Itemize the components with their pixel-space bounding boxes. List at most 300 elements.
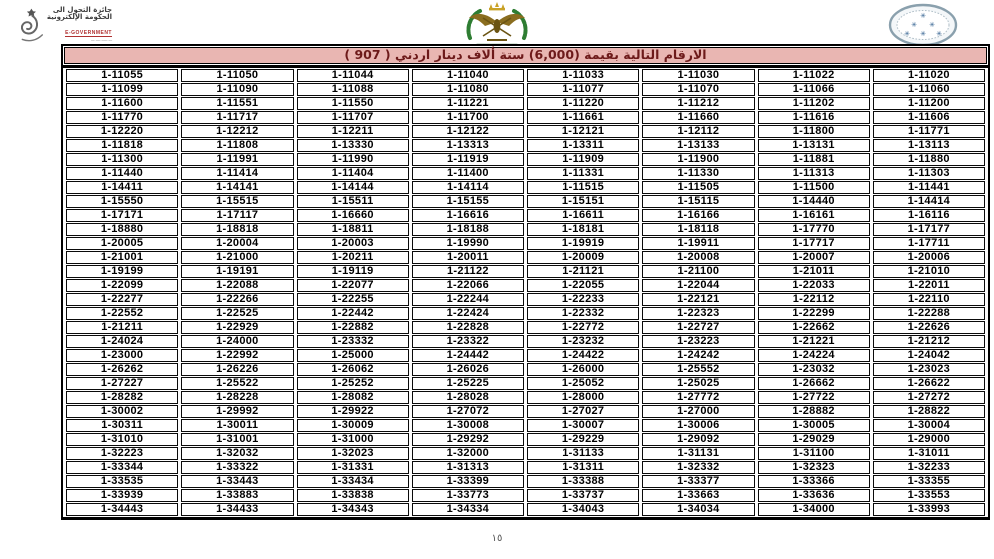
number-cell: 1-12122: [412, 125, 524, 138]
number-cell: 1-32032: [181, 447, 293, 460]
number-cell: 1-21122: [412, 265, 524, 278]
number-cell: 1-19199: [66, 265, 178, 278]
number-cell: 1-33883: [181, 489, 293, 502]
number-cell: 1-11020: [873, 69, 985, 82]
number-cell: 1-28028: [412, 391, 524, 404]
number-cell: 1-21011: [758, 265, 870, 278]
number-cell: 1-17177: [873, 223, 985, 236]
number-cell: 1-32332: [642, 461, 754, 474]
number-cell: 1-11700: [412, 111, 524, 124]
number-cell: 1-28000: [527, 391, 639, 404]
number-cell: 1-28282: [66, 391, 178, 404]
table-row: [66, 153, 985, 166]
number-cell: 1-11414: [181, 167, 293, 180]
number-cell: 1-22442: [297, 307, 409, 320]
number-cell: 1-17711: [873, 237, 985, 250]
number-cell: 1-19191: [181, 265, 293, 278]
number-cell: 1-15550: [66, 195, 178, 208]
number-cell: 1-11044: [297, 69, 409, 82]
number-cell: 1-11313: [758, 167, 870, 180]
table-row: [66, 433, 985, 446]
number-cell: 1-33636: [758, 489, 870, 502]
number-cell: 1-33737: [527, 489, 639, 502]
number-cell: 1-29992: [181, 405, 293, 418]
number-cell: 1-25000: [297, 349, 409, 362]
number-cell: 1-20011: [412, 251, 524, 264]
table-row: [66, 265, 985, 278]
table-row: [66, 237, 985, 250]
number-cell: 1-11040: [412, 69, 524, 82]
number-cell: 1-13113: [873, 139, 985, 152]
number-cell: 1-24422: [527, 349, 639, 362]
number-cell: 1-22882: [297, 321, 409, 334]
number-cell: 1-14440: [758, 195, 870, 208]
number-cell: 1-22992: [181, 349, 293, 362]
number-cell: 1-22266: [181, 293, 293, 306]
table-row: [66, 209, 985, 222]
number-cell: 1-26622: [873, 377, 985, 390]
number-cell: 1-22244: [412, 293, 524, 306]
table-row: [66, 391, 985, 404]
table-row: [66, 251, 985, 264]
number-cell: 1-20009: [527, 251, 639, 264]
number-cell: 1-11500: [758, 181, 870, 194]
number-cell: 1-11515: [527, 181, 639, 194]
number-cell: 1-11404: [297, 167, 409, 180]
number-cell: 1-18188: [412, 223, 524, 236]
number-cell: 1-28082: [297, 391, 409, 404]
number-cell: 1-18181: [527, 223, 639, 236]
number-cell: 1-33939: [66, 489, 178, 502]
award-line-2: الحكومة الإلكترونية: [46, 13, 112, 22]
number-cell: 1-11616: [758, 111, 870, 124]
number-cell: 1-21000: [181, 251, 293, 264]
award-text-block: [47, 1, 112, 43]
table-row: [66, 125, 985, 138]
award-swirl-icon: [16, 1, 47, 47]
number-cell: 1-20005: [66, 237, 178, 250]
number-cell: 1-30006: [642, 419, 754, 432]
number-cell: 1-28882: [758, 405, 870, 418]
number-cell: 1-30004: [873, 419, 985, 432]
number-cell: 1-11221: [412, 97, 524, 110]
table-row: [66, 293, 985, 306]
number-cell: 1-11881: [758, 153, 870, 166]
svg-text:✳: ✳: [920, 12, 926, 20]
number-cell: 1-11771: [873, 125, 985, 138]
number-cell: 1-11099: [66, 83, 178, 96]
number-cell: 1-24000: [181, 335, 293, 348]
number-cell: 1-33535: [66, 475, 178, 488]
number-cell: 1-11800: [758, 125, 870, 138]
number-cell: 1-11551: [181, 97, 293, 110]
numbers-table-body: [66, 69, 985, 516]
number-cell: 1-11212: [642, 97, 754, 110]
number-cell: 1-11900: [642, 153, 754, 166]
number-cell: 1-11080: [412, 83, 524, 96]
number-cell: 1-11088: [297, 83, 409, 96]
number-cell: 1-20003: [297, 237, 409, 250]
number-cell: 1-15115: [642, 195, 754, 208]
number-cell: 1-17770: [758, 223, 870, 236]
number-cell: 1-13330: [297, 139, 409, 152]
page-title: الارقام التالية بقيمة (6,000) ستة ألاف دينار اردني ( 907 ): [344, 47, 707, 63]
number-cell: 1-34343: [297, 503, 409, 516]
number-cell: 1-11303: [873, 167, 985, 180]
number-cell: 1-12211: [297, 125, 409, 138]
number-cell: 1-24024: [66, 335, 178, 348]
number-cell: 1-20006: [873, 251, 985, 264]
number-cell: 1-31011: [873, 447, 985, 460]
number-cell: 1-11707: [297, 111, 409, 124]
number-cell: 1-33355: [873, 475, 985, 488]
number-cell: 1-18818: [181, 223, 293, 236]
number-cell: 1-33399: [412, 475, 524, 488]
number-cell: 1-11660: [642, 111, 754, 124]
results-sheet: [61, 44, 990, 520]
number-cell: 1-11919: [412, 153, 524, 166]
number-cell: 1-23223: [642, 335, 754, 348]
number-cell: 1-32023: [297, 447, 409, 460]
number-cell: 1-31010: [66, 433, 178, 446]
number-cell: 1-29292: [412, 433, 524, 446]
table-row: [66, 503, 985, 516]
number-cell: 1-29092: [642, 433, 754, 446]
number-cell: 1-27072: [412, 405, 524, 418]
table-row: [66, 195, 985, 208]
number-cell: 1-22332: [527, 307, 639, 320]
page-number: ١٥: [491, 533, 503, 544]
number-cell: 1-23032: [758, 363, 870, 376]
number-cell: 1-17717: [758, 237, 870, 250]
number-cell: 1-34000: [758, 503, 870, 516]
number-cell: 1-31000: [297, 433, 409, 446]
number-cell: 1-16166: [642, 209, 754, 222]
number-cell: 1-32223: [66, 447, 178, 460]
number-cell: 1-31001: [181, 433, 293, 446]
number-cell: 1-22424: [412, 307, 524, 320]
table-row: [66, 111, 985, 124]
table-row: [66, 307, 985, 320]
number-cell: 1-11033: [527, 69, 639, 82]
number-cell: 1-23000: [66, 349, 178, 362]
number-cell: 1-23332: [297, 335, 409, 348]
egov-award-logo: [16, 1, 112, 47]
number-cell: 1-11050: [181, 69, 293, 82]
number-cell: 1-31133: [527, 447, 639, 460]
number-cell: 1-22323: [642, 307, 754, 320]
number-cell: 1-22525: [181, 307, 293, 320]
number-cell: 1-33434: [297, 475, 409, 488]
number-cell: 1-33366: [758, 475, 870, 488]
number-cell: 1-33773: [412, 489, 524, 502]
number-cell: 1-21211: [66, 321, 178, 334]
svg-text:✳: ✳: [929, 21, 935, 29]
number-cell: 1-12220: [66, 125, 178, 138]
number-cell: 1-11060: [873, 83, 985, 96]
numbers-grid-frame: [61, 67, 990, 520]
table-row: [66, 363, 985, 376]
number-cell: 1-33344: [66, 461, 178, 474]
number-cell: 1-22929: [181, 321, 293, 334]
number-cell: 1-13133: [642, 139, 754, 152]
number-cell: 1-31100: [758, 447, 870, 460]
number-cell: 1-28228: [181, 391, 293, 404]
number-cell: 1-22255: [297, 293, 409, 306]
table-row: [66, 349, 985, 362]
number-cell: 1-15511: [297, 195, 409, 208]
number-cell: 1-26662: [758, 377, 870, 390]
number-cell: 1-26000: [527, 363, 639, 376]
table-row: [66, 97, 985, 110]
number-cell: 1-16660: [297, 209, 409, 222]
number-cell: 1-31131: [642, 447, 754, 460]
number-cell: 1-23023: [873, 363, 985, 376]
number-cell: 1-11880: [873, 153, 985, 166]
number-cell: 1-12112: [642, 125, 754, 138]
number-cell: 1-22112: [758, 293, 870, 306]
number-cell: 1-29922: [297, 405, 409, 418]
number-cell: 1-29029: [758, 433, 870, 446]
number-cell: 1-16611: [527, 209, 639, 222]
number-cell: 1-21010: [873, 265, 985, 278]
number-cell: 1-33553: [873, 489, 985, 502]
number-cell: 1-11606: [873, 111, 985, 124]
number-cell: 1-22772: [527, 321, 639, 334]
number-cell: 1-17117: [181, 209, 293, 222]
number-cell: 1-11717: [181, 111, 293, 124]
svg-text:✳: ✳: [936, 30, 942, 38]
number-cell: 1-25522: [181, 377, 293, 390]
number-cell: 1-30009: [297, 419, 409, 432]
number-cell: 1-21001: [66, 251, 178, 264]
number-cell: 1-11505: [642, 181, 754, 194]
circular-seal: [888, 3, 958, 47]
number-cell: 1-21100: [642, 265, 754, 278]
number-cell: 1-22727: [642, 321, 754, 334]
number-cell: 1-11331: [527, 167, 639, 180]
number-cell: 1-23322: [412, 335, 524, 348]
number-cell: 1-13313: [412, 139, 524, 152]
table-row: [66, 461, 985, 474]
number-cell: 1-11022: [758, 69, 870, 82]
table-row: [66, 279, 985, 292]
number-cell: 1-30311: [66, 419, 178, 432]
number-cell: 1-30002: [66, 405, 178, 418]
number-cell: 1-14141: [181, 181, 293, 194]
number-cell: 1-16116: [873, 209, 985, 222]
number-cell: 1-27272: [873, 391, 985, 404]
number-cell: 1-11808: [181, 139, 293, 152]
table-row: [66, 447, 985, 460]
number-cell: 1-11770: [66, 111, 178, 124]
number-cell: 1-14144: [297, 181, 409, 194]
number-cell: 1-19119: [297, 265, 409, 278]
number-cell: 1-13131: [758, 139, 870, 152]
number-cell: 1-32233: [873, 461, 985, 474]
number-cell: 1-31331: [297, 461, 409, 474]
number-cell: 1-16616: [412, 209, 524, 222]
number-cell: 1-15155: [412, 195, 524, 208]
number-cell: 1-31313: [412, 461, 524, 474]
award-line-1: جائزة التحول الى: [52, 6, 112, 14]
number-cell: 1-11070: [642, 83, 754, 96]
number-cell: 1-34443: [66, 503, 178, 516]
number-cell: 1-11991: [181, 153, 293, 166]
table-row: [66, 223, 985, 236]
number-cell: 1-22233: [527, 293, 639, 306]
number-cell: 1-11441: [873, 181, 985, 194]
number-cell: 1-11300: [66, 153, 178, 166]
number-cell: 1-33377: [642, 475, 754, 488]
number-cell: 1-21221: [758, 335, 870, 348]
number-cell: 1-16161: [758, 209, 870, 222]
number-cell: 1-11909: [527, 153, 639, 166]
number-cell: 1-25052: [527, 377, 639, 390]
number-cell: 1-11202: [758, 97, 870, 110]
number-cell: 1-33322: [181, 461, 293, 474]
number-cell: 1-22277: [66, 293, 178, 306]
number-cell: 1-26262: [66, 363, 178, 376]
number-cell: 1-33388: [527, 475, 639, 488]
number-cell: 1-12212: [181, 125, 293, 138]
number-cell: 1-33993: [873, 503, 985, 516]
table-row: [66, 69, 985, 82]
number-cell: 1-11220: [527, 97, 639, 110]
number-cell: 1-25025: [642, 377, 754, 390]
number-cell: 1-22033: [758, 279, 870, 292]
number-cell: 1-18811: [297, 223, 409, 236]
number-cell: 1-33663: [642, 489, 754, 502]
number-cell: 1-20008: [642, 251, 754, 264]
number-cell: 1-30007: [527, 419, 639, 432]
table-row: [66, 419, 985, 432]
number-cell: 1-26226: [181, 363, 293, 376]
number-cell: 1-24442: [412, 349, 524, 362]
number-cell: 1-22552: [66, 307, 178, 320]
number-cell: 1-15515: [181, 195, 293, 208]
number-cell: 1-30008: [412, 419, 524, 432]
table-row: [66, 139, 985, 152]
number-cell: 1-34034: [642, 503, 754, 516]
number-cell: 1-11030: [642, 69, 754, 82]
number-cell: 1-22077: [297, 279, 409, 292]
number-cell: 1-13311: [527, 139, 639, 152]
number-cell: 1-22044: [642, 279, 754, 292]
number-cell: 1-27000: [642, 405, 754, 418]
number-cell: 1-24242: [642, 349, 754, 362]
number-cell: 1-11550: [297, 97, 409, 110]
number-cell: 1-11066: [758, 83, 870, 96]
number-cell: 1-14411: [66, 181, 178, 194]
award-micro-text: ـــ ـــــ ــــ ـــ: [91, 37, 112, 43]
number-cell: 1-15151: [527, 195, 639, 208]
number-cell: 1-19990: [412, 237, 524, 250]
award-line-en: E-GOVERNMENT: [65, 29, 112, 36]
number-cell: 1-33443: [181, 475, 293, 488]
number-cell: 1-26026: [412, 363, 524, 376]
number-cell: 1-11661: [527, 111, 639, 124]
number-cell: 1-20211: [297, 251, 409, 264]
number-cell: 1-11090: [181, 83, 293, 96]
number-cell: 1-29229: [527, 433, 639, 446]
table-row: [66, 181, 985, 194]
number-cell: 1-22288: [873, 307, 985, 320]
number-cell: 1-25552: [642, 363, 754, 376]
number-cell: 1-24224: [758, 349, 870, 362]
title-bar: [61, 44, 990, 67]
number-cell: 1-11990: [297, 153, 409, 166]
number-cell: 1-28822: [873, 405, 985, 418]
number-cell: 1-27722: [758, 391, 870, 404]
number-cell: 1-22626: [873, 321, 985, 334]
number-cell: 1-22099: [66, 279, 178, 292]
number-cell: 1-29000: [873, 433, 985, 446]
number-cell: 1-19911: [642, 237, 754, 250]
number-cell: 1-34334: [412, 503, 524, 516]
table-row: [66, 83, 985, 96]
table-row: [66, 321, 985, 334]
number-cell: 1-25252: [297, 377, 409, 390]
number-cell: 1-25225: [412, 377, 524, 390]
number-cell: 1-22299: [758, 307, 870, 320]
title-bar-inner: [64, 47, 987, 64]
number-cell: 1-32000: [412, 447, 524, 460]
number-cell: 1-30011: [181, 419, 293, 432]
number-cell: 1-11400: [412, 167, 524, 180]
table-row: [66, 405, 985, 418]
number-cell: 1-24042: [873, 349, 985, 362]
number-cell: 1-11600: [66, 97, 178, 110]
number-cell: 1-12121: [527, 125, 639, 138]
number-cell: 1-21212: [873, 335, 985, 348]
number-cell: 1-14414: [873, 195, 985, 208]
number-cell: 1-11440: [66, 167, 178, 180]
table-row: [66, 475, 985, 488]
number-cell: 1-23232: [527, 335, 639, 348]
number-cell: 1-33838: [297, 489, 409, 502]
number-cell: 1-22088: [181, 279, 293, 292]
number-cell: 1-22066: [412, 279, 524, 292]
number-cell: 1-19919: [527, 237, 639, 250]
svg-text:✳: ✳: [911, 21, 917, 29]
number-cell: 1-22110: [873, 293, 985, 306]
number-cell: 1-22055: [527, 279, 639, 292]
number-cell: 1-32323: [758, 461, 870, 474]
table-row: [66, 167, 985, 180]
number-cell: 1-11077: [527, 83, 639, 96]
number-cell: 1-22662: [758, 321, 870, 334]
number-cell: 1-20007: [758, 251, 870, 264]
number-cell: 1-34043: [527, 503, 639, 516]
number-cell: 1-18118: [642, 223, 754, 236]
number-cell: 1-26062: [297, 363, 409, 376]
svg-text:✳: ✳: [920, 30, 926, 38]
number-cell: 1-22011: [873, 279, 985, 292]
number-cell: 1-11055: [66, 69, 178, 82]
number-cell: 1-17171: [66, 209, 178, 222]
table-row: [66, 377, 985, 390]
number-cell: 1-34433: [181, 503, 293, 516]
number-cell: 1-27027: [527, 405, 639, 418]
svg-text:✳: ✳: [904, 30, 910, 38]
number-cell: 1-20004: [181, 237, 293, 250]
number-cell: 1-27227: [66, 377, 178, 390]
number-cell: 1-22121: [642, 293, 754, 306]
number-cell: 1-11818: [66, 139, 178, 152]
number-cell: 1-31311: [527, 461, 639, 474]
numbers-table: [63, 68, 988, 517]
